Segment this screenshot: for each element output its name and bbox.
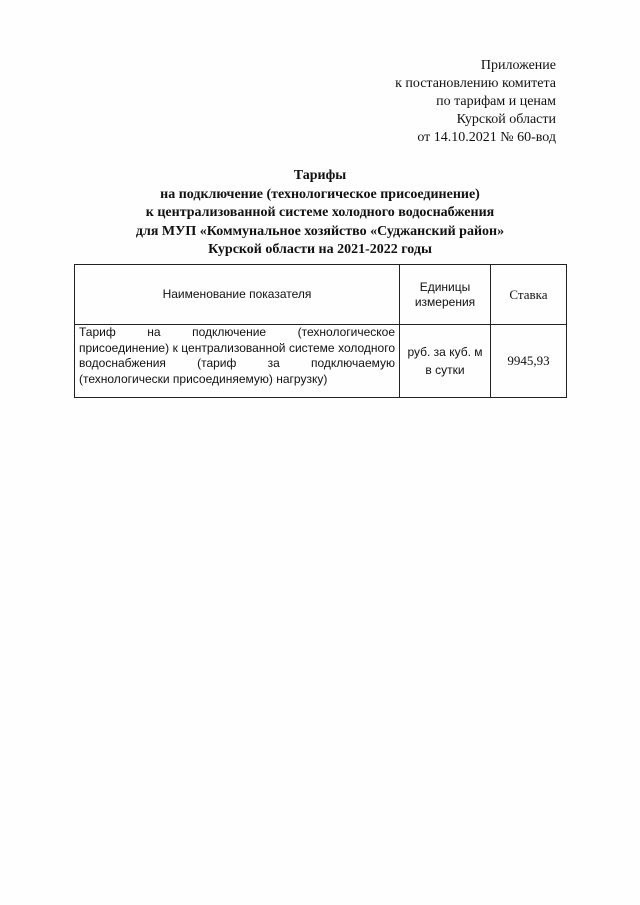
title-line: для МУП «Коммунальное хозяйство «Суджанский район» bbox=[135, 223, 505, 239]
title-line: Курской области на 2021-2022 годы bbox=[208, 242, 432, 257]
title-line: к централизованной системе холодного водоснабжения bbox=[145, 205, 495, 220]
appendix-line: Курской области bbox=[456, 112, 556, 127]
tariff-table bbox=[74, 264, 567, 398]
title-line: на подключение (технологическое присоединение) bbox=[160, 186, 480, 202]
appendix-line: от 14.10.2021 № 60-вод bbox=[417, 130, 556, 145]
cell-unit: руб. за куб. м в сутки bbox=[400, 325, 491, 398]
document-title bbox=[60, 167, 580, 260]
cell-indicator-name: Тариф на подключение (технологическое присоединение) к централизованной системе холодного водоснабжения (тариф за подключаемую (технологически присоединяемую) нагрузку) bbox=[75, 325, 400, 398]
title-line: Тарифы bbox=[293, 168, 347, 183]
appendix-line: Приложение bbox=[480, 58, 556, 73]
appendix-line: к постановлению комитета bbox=[395, 76, 556, 91]
appendix-line: по тарифам и ценам bbox=[436, 94, 556, 109]
header-unit: Единицы измерения bbox=[400, 265, 491, 325]
header-rate: Ставка bbox=[491, 265, 567, 325]
cell-rate: 9945,93 bbox=[491, 325, 567, 398]
table-row bbox=[75, 325, 567, 398]
header-name: Наименование показателя bbox=[75, 265, 400, 325]
appendix-note bbox=[395, 57, 556, 147]
table-header-row bbox=[75, 265, 567, 325]
